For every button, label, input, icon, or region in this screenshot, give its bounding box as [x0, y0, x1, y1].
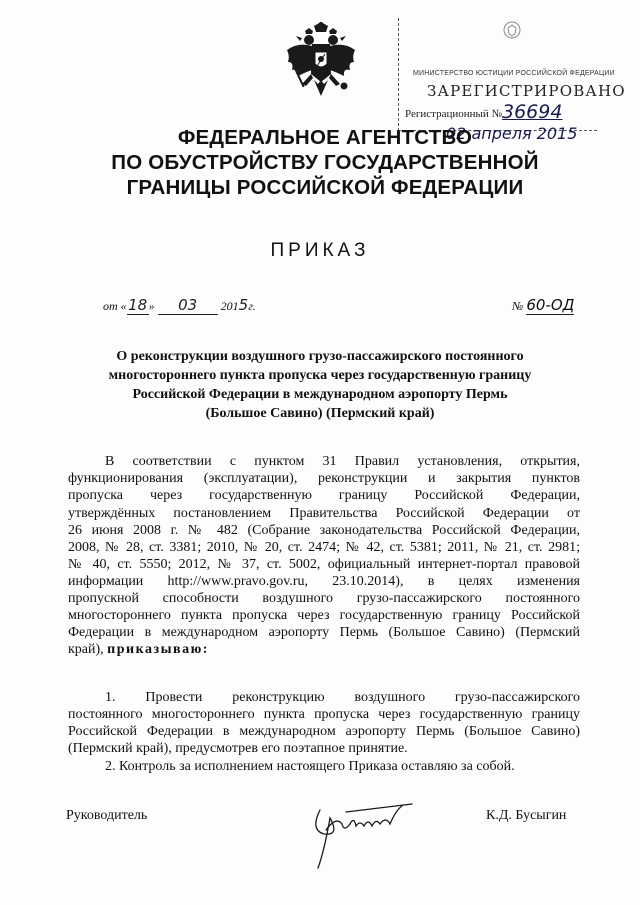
- title-line: Российской Федерации в международном аэропорту Пермь: [132, 387, 508, 402]
- paragraph-line: пропускной способности воздушного грузо-пассажирского постоянного: [68, 591, 580, 606]
- date-year-digit: 5: [238, 296, 249, 314]
- order-item-2: 2. Контроль за исполнением настоящего Приказа оставляю за собой.: [105, 759, 515, 774]
- signatory-name: К.Д. Бусыгин: [486, 808, 567, 823]
- stamp-registration-label: Регистрационный №: [405, 108, 503, 120]
- agency-line: ФЕДЕРАЛЬНОЕ АГЕНТСТВО: [177, 126, 473, 149]
- stamp-registration-date: 02 апреля 2015: [446, 124, 578, 143]
- title-line: (Большое Савино) (Пермский край): [205, 406, 435, 421]
- paragraph-line: пропуска через государственную границу Российской Федерации,: [68, 488, 580, 503]
- handwritten-signature: [290, 790, 430, 870]
- paragraph-line: функционирования (эксплуатации), реконструкции и закрытия пунктов: [68, 471, 580, 486]
- signatory-position: Руководитель: [66, 808, 148, 823]
- paragraph-line: [68, 641, 209, 658]
- title-line: О реконструкции воздушного грузо-пассажирского постоянного: [116, 349, 524, 364]
- date-month: 03: [158, 296, 218, 315]
- paragraph-line: многостороннего пункта пропуска через государственную границу Российской: [68, 608, 580, 623]
- number-value: 60-ОД: [526, 296, 575, 314]
- title-line: многостороннего пункта пропуска через государственную границу: [108, 368, 532, 383]
- date-mid: »: [148, 299, 155, 313]
- paragraph-line: 26 июня 2008 г. № 482 (Собрание законодательства Российской Федерации,: [68, 523, 580, 538]
- stamp-ministry: МИНИСТЕРСТВО ЮСТИЦИИ РОССИЙСКОЙ ФЕДЕРАЦИИ: [413, 70, 615, 77]
- agency-line: ГРАНИЦЫ РОССИЙСКОЙ ФЕДЕРАЦИИ: [126, 176, 524, 199]
- stamp-status: ЗАРЕГИСТРИРОВАНО: [427, 82, 626, 100]
- date-day: 18: [128, 296, 148, 314]
- document-type: ПРИКАЗ: [270, 240, 370, 261]
- date-year-suffix: г.: [248, 299, 256, 313]
- paragraph-line: 2008, № 28, ст. 3381; 2010, № 20, ст. 2474; № 42, ст. 5381; 2011, № 21, ст. 2981;: [68, 540, 580, 555]
- paragraph-line: информации http://www.pravo.gov.ru, 23.10.2014), в целях изменения: [68, 574, 580, 589]
- date-prefix: от «: [103, 299, 127, 313]
- number-prefix: №: [512, 299, 524, 313]
- paragraph-line: Российской Федерации в международном аэропорту Пермь (Большое Савино): [68, 724, 580, 739]
- paragraph-line: утверждённых постановлением Правительства Российской Федерации от: [68, 506, 580, 521]
- order-word: приказываю:: [107, 642, 209, 657]
- document-number: [512, 296, 574, 315]
- document-title: [96, 347, 544, 423]
- paragraph-line: № 40, ст. 5550; 2012, № 37, ст. 5002, официальный интернет-портал правовой: [68, 557, 580, 572]
- agency-line: ПО ОБУСТРОЙСТВУ ГОСУДАРСТВЕННОЙ: [111, 151, 539, 174]
- stamp-emblem-icon: [502, 20, 522, 40]
- paragraph-line: 1. Провести реконструкцию воздушного грузо-пассажирского: [105, 690, 580, 705]
- paragraph-line: (Пермский край), предусмотрев его поэтапное принятие.: [68, 741, 408, 756]
- paragraph-text: край),: [68, 642, 104, 657]
- russian-coat-of-arms-icon: [284, 22, 358, 108]
- stamp-registration-number: 36694: [502, 101, 563, 123]
- paragraph-line: Федерации в международном аэропорту Пермь (Большое Савино) (Пермский: [68, 625, 580, 640]
- paragraph-line: постоянного многостороннего пункта пропуска через государственную границу: [68, 707, 580, 722]
- document-date: [103, 296, 256, 315]
- date-year-prefix: 201: [220, 299, 239, 313]
- registration-stamp: [398, 18, 626, 131]
- paragraph-line: В соответствии с пунктом 31 Правил установления, открытия,: [105, 454, 580, 469]
- agency-name: [110, 125, 540, 200]
